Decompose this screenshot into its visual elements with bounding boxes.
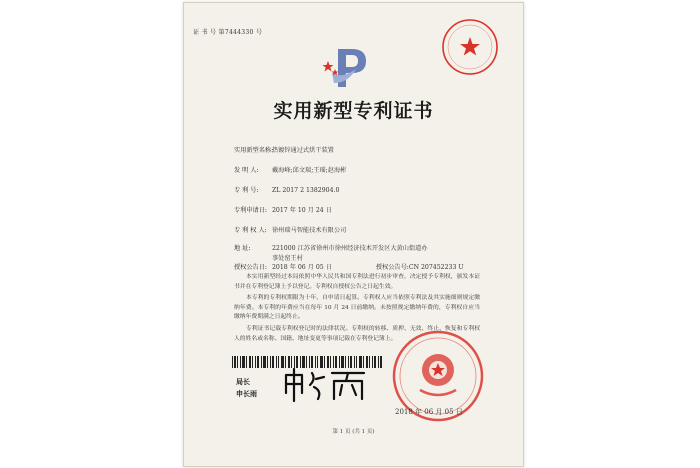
official-seal-stamp-top (440, 17, 500, 77)
page-number: 第 1 页 (共 1 页) (332, 429, 375, 435)
field-address: 地 址: 221000 江苏省徐州市徐州经济技术开发区大黄山街道办 (234, 245, 428, 252)
field-application-date: 专利申请日: 2017 年 10 月 24 日 (234, 207, 332, 214)
field-patent-number: 专 利 号: ZL 2017 2 1382904.0 (234, 187, 340, 194)
body-paragraph-2: 本专利的专利权期限为十年，自申请日起算。专利权人应当依照专利法及其实施细则规定缴纳年费。本专利的年费应当在每年 10 月 24 日前缴纳。未按照规定缴纳年费的，专利权自应当缴纳年费期满之日起终止。 (234, 295, 480, 320)
field-address-line-2: 事处窑王村 (272, 255, 303, 262)
handwritten-signature (280, 365, 368, 403)
certificate-number: 证 书 号 第7444330 号 (193, 29, 263, 36)
body-paragraph-1: 本实用新型经过本局依照中华人民共和国专利法进行初步审查，决定授予专利权，颁发本证书并在专利登记簿上予以登记。专利权自授权公告之日起生效。 (234, 274, 480, 290)
stamp-date: 2018 年 06 月 05 日 (395, 408, 463, 416)
patent-office-emblem-icon (322, 43, 376, 91)
field-grant-date: 授权公告日: 2018 年 06 月 05 日 授权公告号:CN 207452233 U (234, 264, 464, 271)
grant-number-value: CN 207452233 U (408, 264, 464, 271)
patent-certificate (183, 2, 524, 467)
grant-number-label: 授权公告号: (375, 264, 409, 271)
field-inventors: 发 明 人: 戴海峰;邱文瑞;王瑶;赵海彬 (234, 167, 347, 174)
field-utility-model-name: 实用新型名称:热镀锌通过式烘干装置 (234, 147, 334, 154)
certificate-title: 实用新型专利证书 (273, 100, 434, 122)
director-title: 局长 申长雨 (236, 377, 257, 398)
body-paragraph-3: 专利证书记载专利权登记时的法律状况。专利权的转移、质押、无效、终止、恢复和专利权人的姓名或名称、国籍、地址变更等事项记载在专利登记簿上。 (234, 326, 480, 342)
field-patentee: 专 利 权 人: 徐州瑞马智能技术有限公司 (234, 227, 347, 234)
